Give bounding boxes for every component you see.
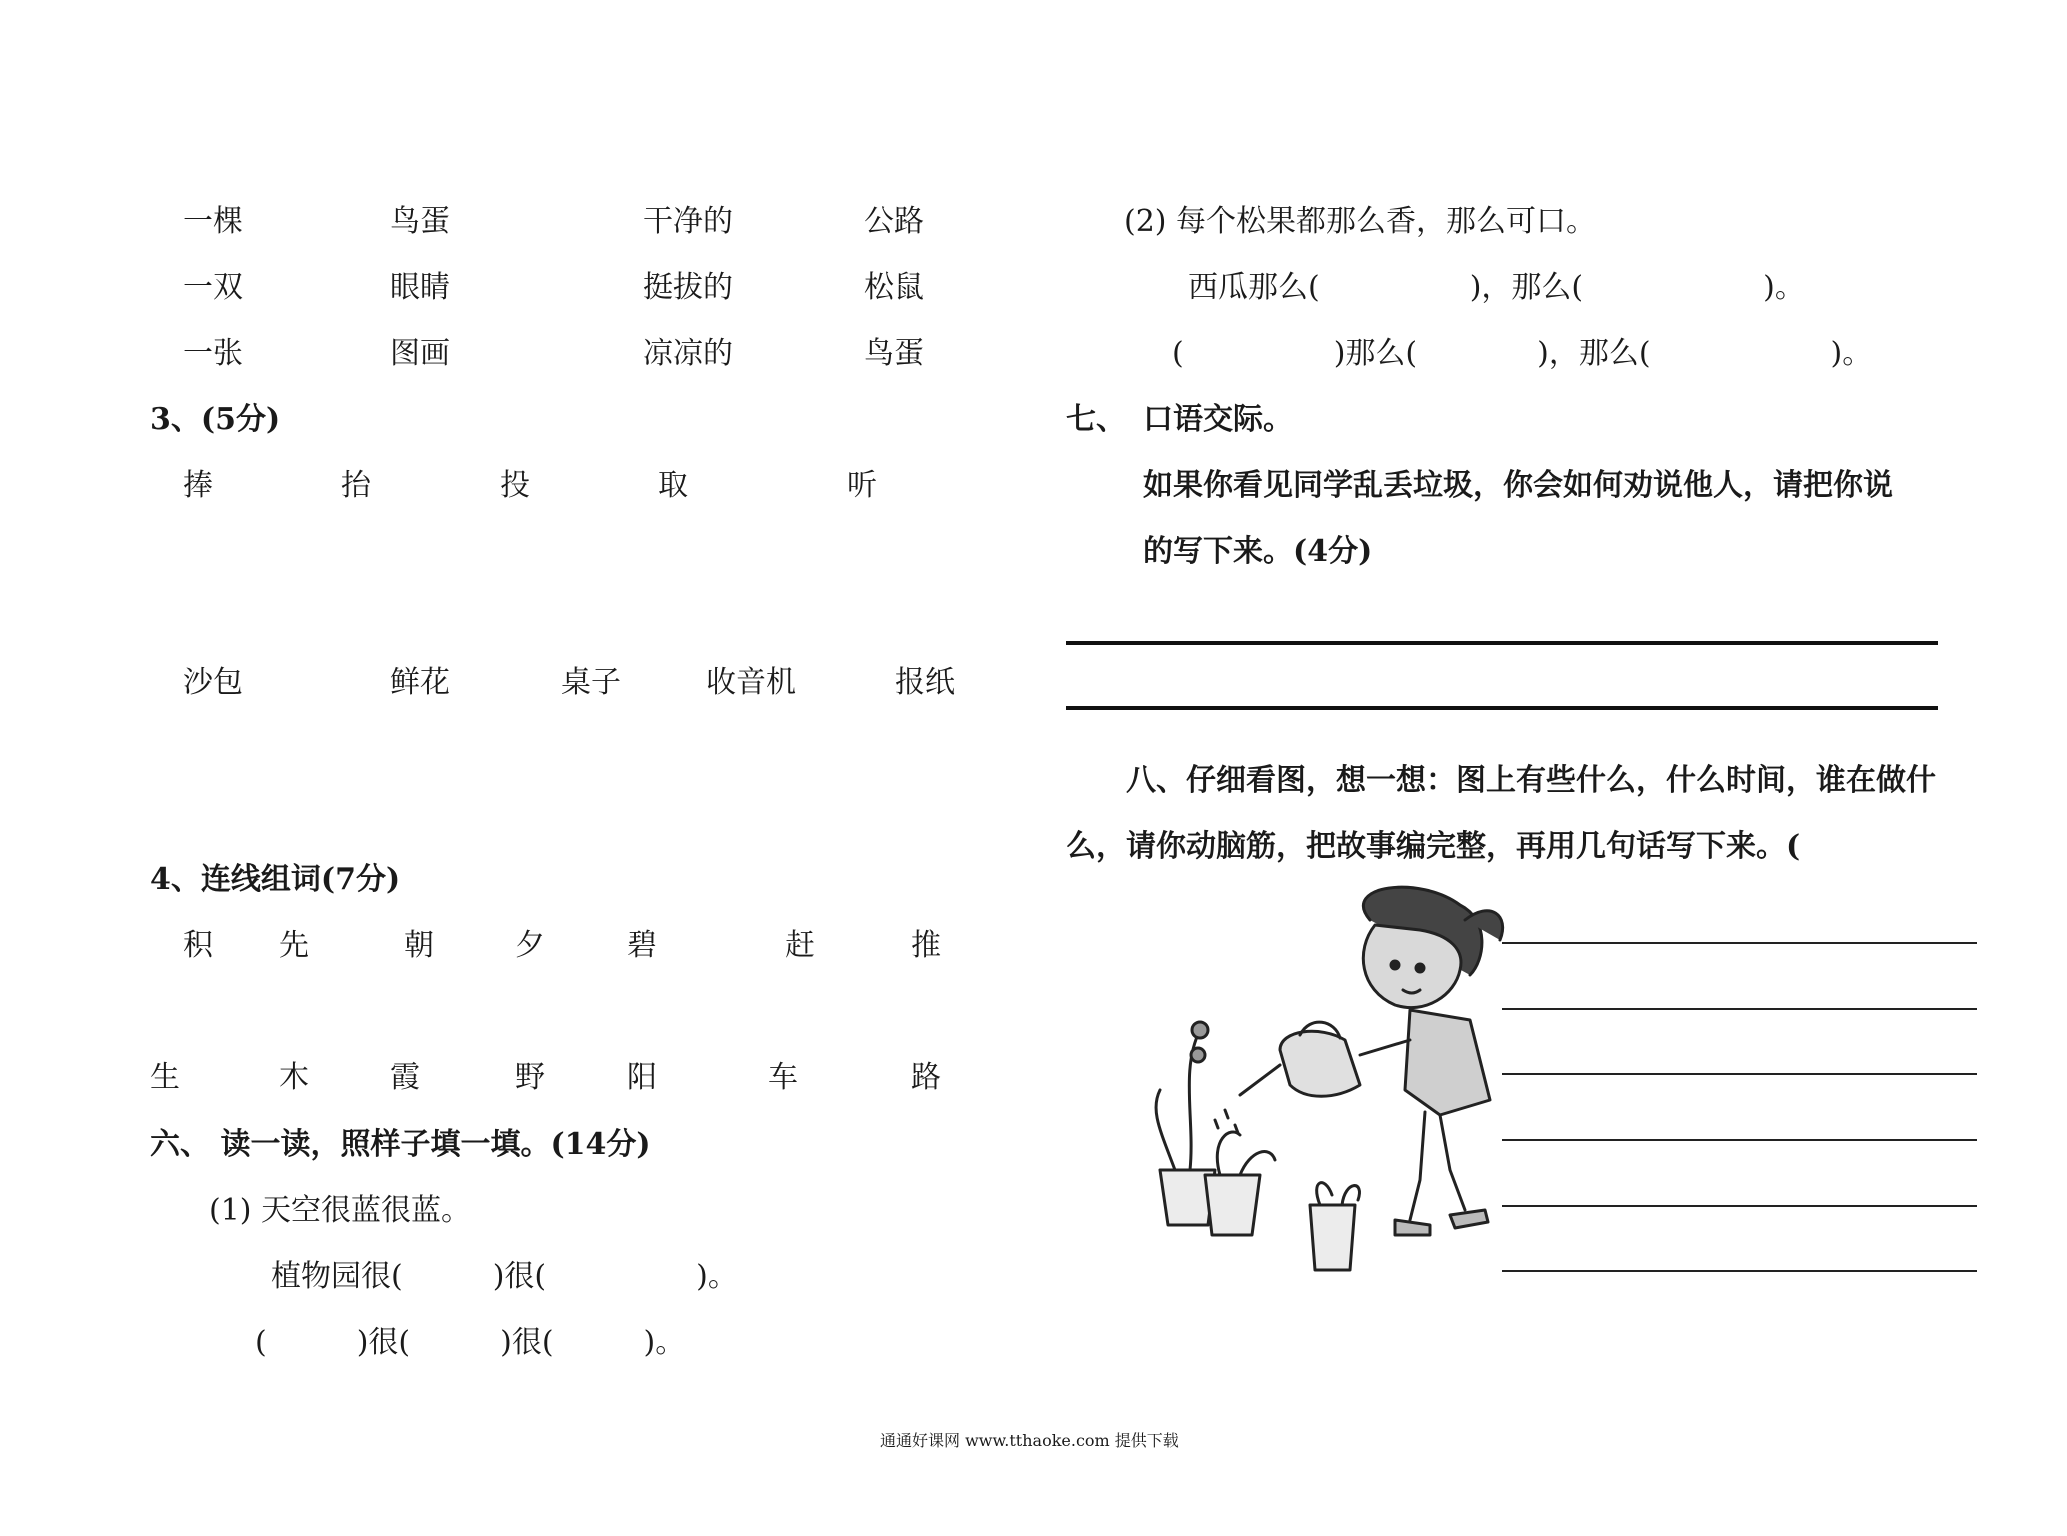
word-a-1: 一棵 [183,204,243,239]
section7-number: 七、 [1066,402,1126,437]
section4-title: 4、连线组词(7分) [150,862,401,897]
char-top-3: 朝 [404,928,434,963]
char-bottom-2: 木 [279,1060,309,1095]
story-line-3 [1502,1073,1977,1075]
char-top-4: 夕 [515,928,545,963]
word-b-1: 鸟蛋 [390,204,450,239]
noun-3: 桌子 [561,665,621,700]
word-c-2: 挺拔的 [643,270,733,305]
word-a-3: 一张 [183,336,243,371]
story-line-4 [1502,1139,1977,1141]
char-top-2: 先 [279,928,309,963]
char-bottom-1: 生 [150,1060,180,1095]
char-bottom-6: 车 [768,1060,798,1095]
word-b-3: 图画 [390,336,450,371]
char-top-5: 碧 [627,928,657,963]
verb-2: 抬 [341,468,371,503]
noun-2: 鲜花 [390,665,450,700]
section6-example1: (1) 天空很蓝很蓝。 [209,1193,472,1228]
word-d-3: 鸟蛋 [864,336,924,371]
char-bottom-4: 野 [515,1060,545,1095]
page-footer: 通通好课网 www.tthaoke.com 提供下载 [880,1431,1179,1450]
char-top-6: 赶 [785,928,815,963]
word-d-2: 松鼠 [864,270,924,305]
noun-1: 沙包 [183,665,243,700]
char-bottom-5: 阳 [627,1060,657,1095]
word-d-1: 公路 [864,204,924,239]
char-top-1: 积 [183,928,213,963]
story-line-6 [1502,1270,1977,1272]
section3-title: 3、(5分) [150,402,281,437]
noun-5: 报纸 [895,665,955,700]
word-c-3: 凉凉的 [643,336,733,371]
section8-instruction-line2: 么，请你动脑筋，把故事编完整，再用几句话写下来。( [1066,829,1801,864]
section6-example2: (2) 每个松果都那么香，那么可口。 [1124,204,1597,239]
answer-line-2 [1066,706,1938,710]
noun-4: 收音机 [706,665,796,700]
section7-title: 口语交际。 [1143,402,1293,437]
char-bottom-3: 霞 [390,1060,420,1095]
char-bottom-7: 路 [911,1060,941,1095]
char-top-7: 推 [911,928,941,963]
section7-prompt-line2: 的写下来。(4分) [1143,534,1373,569]
girl-watering-flowers-illustration [1120,880,1520,1300]
verb-1: 捧 [183,468,213,503]
section8-instruction-line1: 八、仔细看图，想一想：图上有些什么，什么时间，谁在做什 [1126,763,1936,798]
word-a-2: 一双 [183,270,243,305]
word-b-2: 眼睛 [390,270,450,305]
verb-3: 投 [500,468,530,503]
section6-fill-line3: 西瓜那么( )，那么( )。 [1188,270,1805,305]
section6-fill-line4: ( )那么( )，那么( )。 [1172,336,1873,371]
story-line-1 [1502,942,1977,944]
section7-prompt-line1: 如果你看见同学乱丢垃圾，你会如何劝说他人，请把你说 [1143,468,1893,503]
word-c-1: 干净的 [643,204,733,239]
verb-4: 取 [658,468,688,503]
answer-line-1 [1066,641,1938,645]
story-line-5 [1502,1205,1977,1207]
section6-fill-line1: 植物园很( )很( )。 [271,1259,738,1294]
verb-5: 听 [847,468,877,503]
story-line-2 [1502,1008,1977,1010]
section6-title: 六、 读一读，照样子填一填。(14分) [150,1127,651,1162]
section6-fill-line2: ( )很( )很( )。 [255,1325,686,1360]
